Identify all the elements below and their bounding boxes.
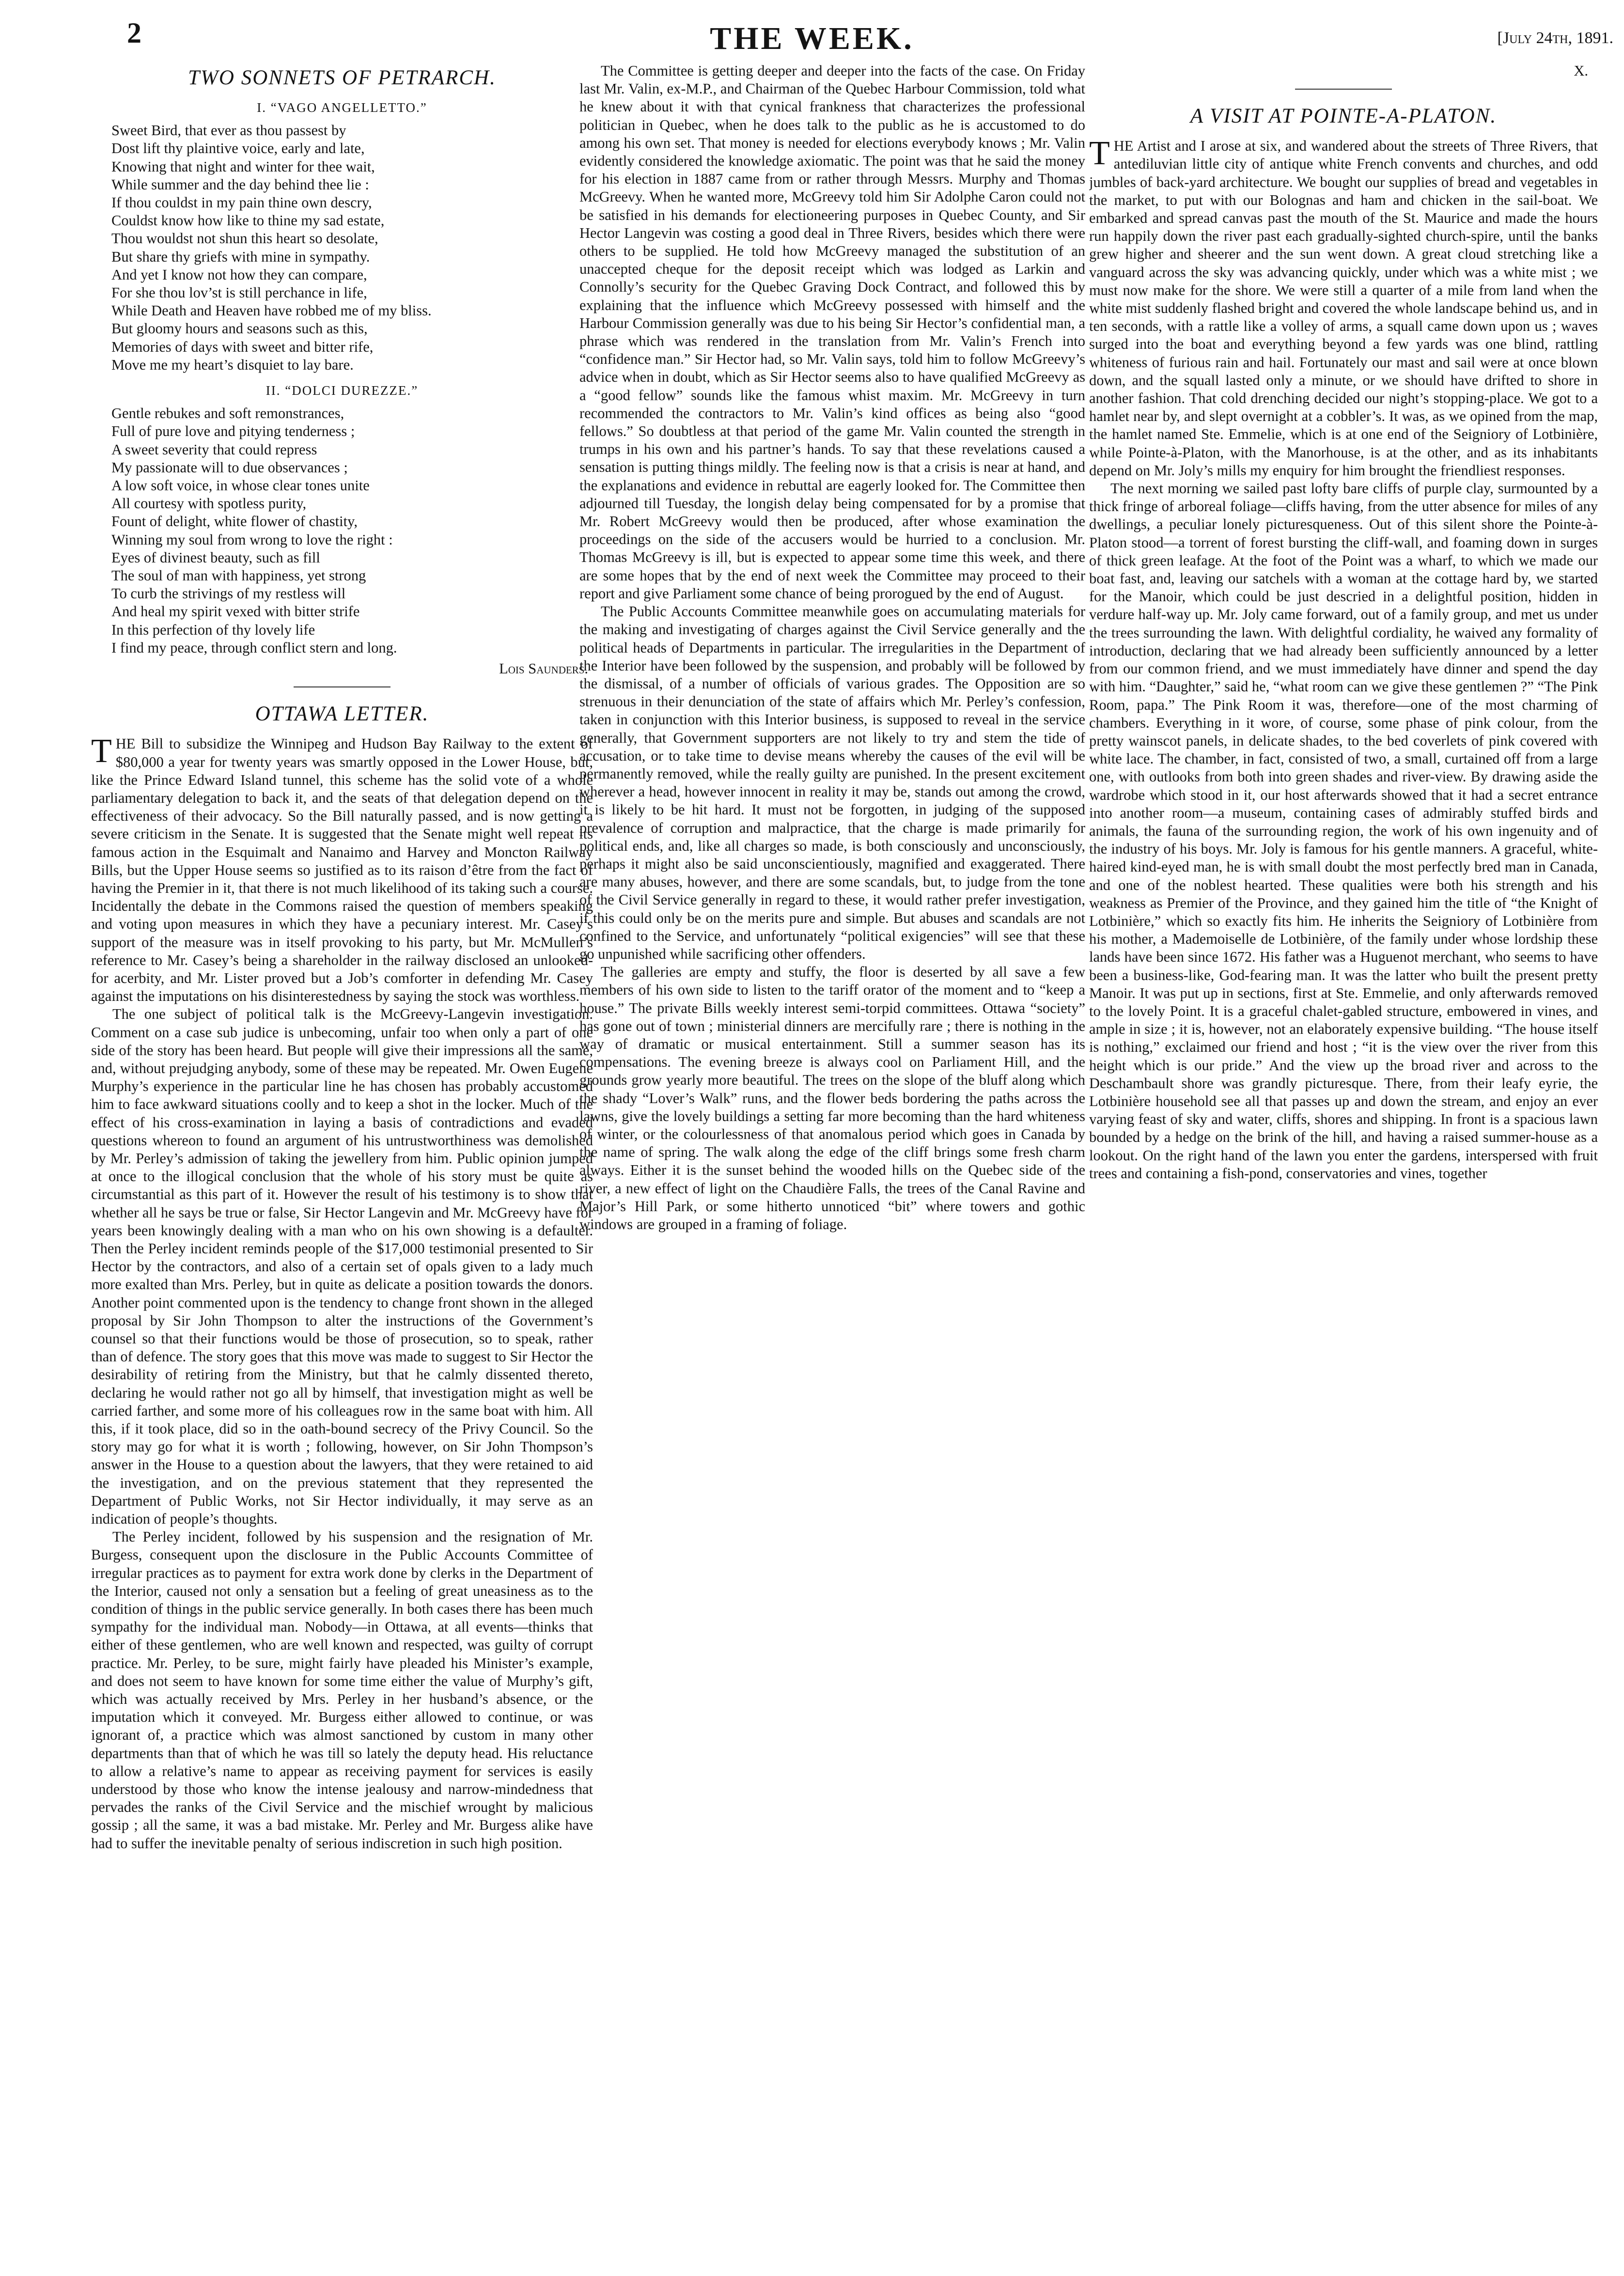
poem-line: Couldst know how like to thine my sad estate, bbox=[111, 212, 385, 229]
sonnets-title: TWO SONNETS OF PETRARCH. bbox=[188, 66, 496, 89]
page-number: 2 bbox=[127, 17, 141, 49]
poem-line: Sweet Bird, that ever as thou passest by bbox=[111, 122, 346, 139]
sonnets-author: Lois Saunders. bbox=[499, 660, 588, 677]
poem-line: The soul of man with happiness, yet strong bbox=[111, 567, 366, 584]
poem-line: A sweet severity that could repress bbox=[111, 441, 317, 458]
section-divider bbox=[294, 686, 390, 687]
poem-line: And heal my spirit vexed with bitter strife bbox=[111, 603, 360, 620]
section-divider bbox=[1295, 89, 1392, 90]
poem-line: While summer and the day behind thee lie : bbox=[111, 176, 369, 193]
ottawa-drop-cap: T bbox=[91, 733, 112, 770]
sonnet-1 bbox=[111, 122, 593, 374]
poem-line: Memories of days with sweet and bitter rife, bbox=[111, 338, 374, 355]
issue-date: [July 24th, 1891. bbox=[1497, 29, 1613, 47]
sonnet-2 bbox=[111, 405, 593, 657]
poem-line: All courtesy with spotless purity, bbox=[111, 495, 307, 512]
poem-line: Knowing that night and winter for thee wait, bbox=[111, 158, 375, 175]
column-3 bbox=[1089, 62, 1598, 2271]
sonnet-1-heading: I. “VAGO ANGELLETTO.” bbox=[257, 100, 427, 115]
poem-line: To curb the strivings of my restless will bbox=[111, 585, 346, 602]
masthead: THE WEEK. bbox=[710, 21, 914, 56]
column-2 bbox=[579, 62, 1085, 2271]
poem-line: For she thou lov’st is still perchance in life, bbox=[111, 284, 367, 301]
poem-line: In this perfection of thy lovely life bbox=[111, 621, 315, 638]
poem-line: Dost lift thy plaintive voice, early and late, bbox=[111, 140, 365, 157]
poem-line: Full of pure love and pitying tenderness ; bbox=[111, 423, 355, 440]
pointe-paragraph-2: The next morning we sailed past lofty bare cliffs of purple clay, surmounted by a thick fringe of arboreal foliage—cliffs having, from the utter absence for miles of any dwellings, a peculiar lonely picturesqueness. Out of this silent shore the Pointe-à-Platon stood—a torrent of forest bursting the cliff-wall, and foaming down in surges of thick green leafage. At the foot of the Point was a wharf, to which we made our boat fast, and, leaving our satchels with a woman at the cottage hard by, we started for the Manoir, which could be just descried in a delightful position, hidden in verdure half-way up. Mr. Joly came forward, out of a family group, and met us under the trees surrounding the lawn. With delightful cordiality, he waived any formality of introduction, declaring that we had already been sufficiently announced by a letter from our common friend, and we must immediately have dinner and spend the day with him. “Daughter,” said he, “what room can we give these gentlemen ?” “The Pink Room, papa.” The Pink Room it was, therefore—one of the most charming of chambers. Everything in it wore, of course, some phase of pink colour, from the pretty wainscot panels, in delicate shades, to the bed coverlets of pink covered with white lace. The chamber, in fact, consisted of two, a small, curtained off from a large one, with outlooks from both into green shades and river-view. By drawing aside the wardrobe which stood in it, our host afterwards showed that it had a secret entrance into another room—a museum, containing cases of admirably stuffed birds and animals, the fauna of the surrounding region, the work of his own ingenuity and of the industry of his boys. Mr. Joly is famous for his gentle manners. A graceful, white-haired kind-eyed man, he is with small doubt the most perfectly bred man in Canada, and one of the noblest hearted. These qualities were both his strength and his weakness as Premier of the Province, and they gained him the title of “the Knight of Lotbinière,” which so exactly fits him. He inherits the Seigniory of Lotbinière from his mother, a Mademoiselle de Lotbinière, of the family under whose lordship these lands have been since 1672. His father was a Huguenot merchant, who seems to have been a business-like, God-fearing man. It was the latter who built the present pretty Manoir. It was put up in sections, first at Ste. Emmelie, and only afterwards removed to the lovely Point. It is a graceful chalet-gabled structure, embowered in vines, and ample in size ; it is, however, not an elaborately expensive building. “The house itself is nothing,” exclaimed our friend and host ; “it is the view over the river from this height which is our pride.” And the view up the broad river and across to the Deschambault shore was grandly picturesque. There, from their leafy eyrie, the Lotbinière household see all that passes up and down the stream, and enjoy an ever varying feast of sky and water, cliffs, shores and shipping. In front is a spacious lawn bounded by a hedge on the brink of the hill, and having a raised summer-house as a lookout. On the right hand of the lawn you enter the gardens, interspersed with fruit trees and containing a fish-pond, conservatories and vines, together bbox=[1089, 480, 1598, 1182]
page-header bbox=[0, 0, 1624, 63]
ottawa-paragraph-6: The galleries are empty and stuffy, the floor is deserted by all save a few members of his own side to listen to the tariff orator of the moment and to “keep a house.” The private Bills weekly interest semi-torpid committees. Ottawa “society” has gone out of town ; ministerial dinners are mercifully rare ; there is nothing in the way of dramatic or musical entertainment. Still a summer season has its compensations. The evening breeze is always cool on Parliament Hill, and the grounds grow yearly more beautiful. The trees on the slope of the bluff along which the shady “Lover’s Walk” runs, and the flower beds bordering the paths across the lawns, give the lovely buildings a setting far more becoming than the hard whiteness of winter, or the colourlessness of that anomalous period which goes in Canada by the name of spring. The walk along the edge of the cliff brings some fresh charm always. Either it is the sunset behind the wooded hills on the Quebec side of the river, a new effect of light on the Chaudière Falls, the trees of the Canal Ravine and Major’s Hill Park, or some hitherto unnoticed “bit” where towers and gothic windows are grouped in a framing of foliage. bbox=[579, 964, 1085, 1232]
poem-line: I find my peace, through conflict stern and long. bbox=[111, 639, 397, 656]
ottawa-paragraph-5: The Public Accounts Committee meanwhile goes on accumulating materials for the making and investigating of charges against the Civil Service generally and the political heads of Departments in particular. The irregularities in the Department of the Interior have been followed by the suspension, and probably will be followed by the dismissal, of a number of officials of various grades. The Opposition are so strenuous in their denunciation of the state of affairs which Mr. Perley’s confession, taken in conjunction with this Interior business, is supposed to reveal in the service generally, that Government supporters are not likely to try and stem the tide of accusation, or to take time to devise means whereby the causes of the evil will be permanently removed, while the really guilty are punished. In the present excitement wherever a head, however innocent in reality it may be, stands out among the crowd, it is likely to be hit hard. It must not be forgotten, in judging of the supposed prevalence of corruption and malpractice, that the charge is made primarily for political ends, and, like all charges so made, is both consciously and unconsciously, perhaps it might also be said unconscientiously, magnified and exaggerated. There are many abuses, however, and there are some scandals, but, to judge from the tone of the Civil Service generally in regard to these, it would rather prefer investigation, if this could only be on the merits pure and simple. But abuses and scandals are not confined to the Service, and unfortunately “political exigencies” will see that these go unpunished while sacrificing other offenders. bbox=[579, 603, 1085, 962]
poem-line: While Death and Heaven have robbed me of my bliss. bbox=[111, 302, 432, 319]
ottawa-signature: X. bbox=[1574, 62, 1588, 79]
ottawa-paragraph-1: THE Bill to subsidize the Winnipeg and Hudson Bay Railway to the extent of $80,000 a year for twenty years was smartly opposed in the Lower House, but, like the Prince Edward Island tunnel, this scheme has the solid vote of a whole parliamentary delegation to back it, and the seats of that delegation depend on the effectiveness of their advocacy. So the Bill naturally passed, and is now getting a severe criticism in the Senate. It is suggested that the Senate might well repeat its famous action in the Esquimalt and Nanaimo and Harvey and Moncton Railway Bills, but the Upper House seems so justified as to its raison d’être from the fact of having the Premier in it, that there is not much likelihood of its taking such a course. Incidentally the debate in the Commons raised the question of members speaking and voting upon measures in which they have a pecuniary interest. Mr. Casey’s support of the measure was in itself provoking to his party, but Mr. McMullen’s reference to Mr. Casey’s being a shareholder in the railway disclosed an unlooked-for acerbity, and Mr. Lister proved but a Job’s comforter in defending Mr. Casey against the imputations on his disinterestedness by saying the stock was worthless. bbox=[91, 733, 593, 1005]
column-1 bbox=[91, 62, 593, 2271]
poem-line: A low soft voice, in whose clear tones unite bbox=[111, 477, 370, 494]
poem-line: But gloomy hours and seasons such as this, bbox=[111, 320, 368, 337]
poem-line: Winning my soul from wrong to love the right : bbox=[111, 531, 393, 548]
poem-line: Gentle rebukes and soft remonstrances, bbox=[111, 405, 344, 422]
sonnet-2-heading: II. “DOLCI DUREZZE.” bbox=[265, 383, 419, 398]
poem-line: Thou wouldst not shun this heart so desolate, bbox=[111, 230, 378, 247]
poem-line: My passionate will to due observances ; bbox=[111, 459, 348, 476]
poem-line: But share thy griefs with mine in sympathy. bbox=[111, 248, 370, 265]
pointe-paragraph-1: THE Artist and I arose at six, and wandered about the streets of Three Rivers, that antediluvian little city of antique white French convents and churches, and odd jumbles of back-yard architecture. We bought our supplies of bread and vegetables in the market, to put with our Bolognas and ham and chicken in the sail-boat. We embarked and spread canvas past the mouth of the St. Maurice and made the hours run happily down the river past each gradually-sighted church-spire, until the banks grew higher and sheerer and the sun went down. A great cloud stretching like a vanguard across the sky was advancing quickly, under which was a white mist ; we must now make for the shore. We were still a quarter of a mile from land when the white mist suddenly flashed bright and covered the whole landscape behind us, and in ten seconds, with a rattle like a volley of arms, a squall came down upon us ; waves surged into the boat and everything beyond a few yards was one blind, rattling whiteness of furious rain and hail. Fortunately our mast and sail were at once blown down, and the squall lasted only a minute, or we should have drifted to shore in another fashion. That cold drenching decided our night’s stopping-place. We got to a hamlet near by, and slept overnight at a cobbler’s. It was, as we opined from the map, the hamlet named Ste. Emmelie, which is at one end of the Seigniory of Lotbinière, while Pointe-à-Platon, with the Manorhouse, is at the other, and as its inhabitants depend on Mr. Joly’s mills my enquiry for him brought the friendliest responses. bbox=[1089, 135, 1598, 479]
poem-line: Fount of delight, white flower of chastity, bbox=[111, 513, 358, 530]
ottawa-letter-title: OTTAWA LETTER. bbox=[255, 702, 429, 726]
ottawa-paragraph-4: The Committee is getting deeper and deeper into the facts of the case. On Friday last Mr. Valin, ex-M.P., and Chairman of the Quebec Harbour Commission, told what he knew about it with that cynical frankness that characterizes the professional politician in Quebec, when he does talk to the public as he is accustomed to do among his own set. That money is needed for elections everybody knows ; Mr. Valin evidently considered the knowledge axiomatic. The point was that he said the money for his election in 1887 came from or rather through Messrs. Murphy and Thomas McGreevy. When he wanted more, McGreevy told him Sir Adolphe Caron could not be satisfied in his demands for electioneering purposes in Quebec County, and Sir Hector Langevin was costing a good deal in Three Rivers, besides which there were others to be supplied. He told how McGreevy managed the substitution of an unaccepted cheque for the deposit receipt which was lodged as Larkin and Connolly’s security for the Quebec Graving Dock Contract, and followed this by explaining that the influence which McGreevy possessed with himself and the Harbour Commission generally was due to his being Sir Hector’s confidential man, a phrase which was rendered in the translation from Mr. Valin’s French into “confidence man.” Sir Hector had, so Mr. Valin says, told him to follow McGreevy’s advice when in doubt, which as Sir Hector seems also to have qualified McGreevy as a “good fellow” sounds like the famous whist maxim. Mr. McGreevy in turn recommended the contractors to Mr. Valin’s kind offices as being also “good fellows.” So doubtless at that period of the game Mr. Valin counted the strength in trumps in his own and his partner’s hands. To say that these revelations caused a sensation is putting things mildly. The feeling now is that a crisis is near at hand, and the explanations and evidence in rebuttal are eagerly looked for. The Committee then adjourned till Tuesday, the longish delay being compensated for by a promise that Mr. Robert McGreevy would then be produced, after whose examination the proceedings on the side of the accusers would be hurried to a conclusion. Mr. Thomas McGreevy is ill, but is expected to appear some time this week, and there are some hopes that by the end of next week the Committee may proceed to their report and give Parliament some chance of being prorogued by the end of August. bbox=[579, 62, 1085, 602]
pointe-title: A VISIT AT POINTE-A-PLATON. bbox=[1190, 105, 1497, 128]
poem-line: Eyes of divinest beauty, such as fill bbox=[111, 549, 320, 566]
poem-line: Move me my heart’s disquiet to lay bare. bbox=[111, 356, 354, 373]
poem-line: And yet I know not how they can compare, bbox=[111, 266, 367, 283]
pointe-drop-cap: T bbox=[1089, 135, 1110, 172]
poem-line: If thou couldst in my pain thine own descry, bbox=[111, 194, 372, 211]
ottawa-paragraph-3: The Perley incident, followed by his suspension and the resignation of Mr. Burgess, consequent upon the disclosure in the Public Accounts Committee of irregular practices as to payment for extra work done by clerks in the Department of the Interior, caused not only a sensation but a feeling of great uneasiness as to the condition of things in the public service generally. In both cases there has been much sympathy for the individual man. Nobody—in Ottawa, at all events—thinks that either of these gentlemen, who are well known and respected, was guilty of corrupt practice. Mr. Perley, to be sure, might fairly have pleaded his Minister’s example, and does not seem to have known for some time either the value of Murphy’s gift, which was actually received by Mrs. Perley in her husband’s absence, or the imputation which it conveyed. Mr. Burgess either allowed to continue, or was ignorant of, a practice which was almost sanctioned by custom in many other departments than that of which he was till so lately the deputy head. His reluctance to allow a relative’s name to appear as receiving payment for services is easily understood by those who know the intense jealousy and narrow-mindedness that pervades the ranks of the Civil Service and the mischief wrought by malicious gossip ; all the same, it was a bad mistake. Mr. Perley and Mr. Burgess alike have had to suffer the inevitable penalty of serious indiscretion in such high position. bbox=[91, 1528, 593, 1852]
ottawa-paragraph-2: The one subject of political talk is the McGreevy-Langevin investigation. Comment on a case sub judice is unbecoming, unfair too when only a part of one side of the story has been heard. But people will give their impressions all the same, and, without prejudging anybody, some of these may be repeated. Mr. Owen Eugene Murphy’s experience in the particular line he has chosen has probably accustomed him to face awkward situations coolly and to keep a shot in the locker. Much of the effect of his cross-examination in laying a basis of contradictions and evaded questions whereon to found an argument of his untrustworthiness was demolished by Mr. Perley’s admission of taking the jewellery from him. Public opinion jumped at once to the illogical conclusion that the whole of his story must be quite as circumstantial as this part of it. However the result of his testimony is to show that whether all he says be true or false, Sir Hector Langevin and Mr. McGreevy have for years been knowingly dealing with a man who on his own showing is a defaulter. Then the Perley incident reminds people of the $17,000 testimonial presented to Sir Hector by the contractors, and also of a certain set of opals given to a lady much more exalted than Mrs. Perley, but in quite as delicate a position towards the donors. Another point commented upon is the tendency to change front shown in the alleged proposal by Sir John Thompson to alter the instructions of the Government’s counsel so that their functions would be those of prosecution, so to speak, rather than of defence. The story goes that this move was made to suggest to Sir Hector the desirability of retiring from the Ministry, but that he calmly dissented thereto, declaring he would rather not go all by himself, that investigation might as well be carried farther, and some more of his colleagues row in the same boat with him. All this, if it took place, did so in the oath-bound secrecy of the Privy Council. So the story may go for what it is worth ; following, however, on Sir John Thompson’s answer in the House to a question about the lawyers, that they were retained to aid the investigation, and on the previous statement that they represented the Department of Public Works, not Sir Hector individually, it may serve as an indication of people’s thoughts. bbox=[91, 1006, 593, 1528]
